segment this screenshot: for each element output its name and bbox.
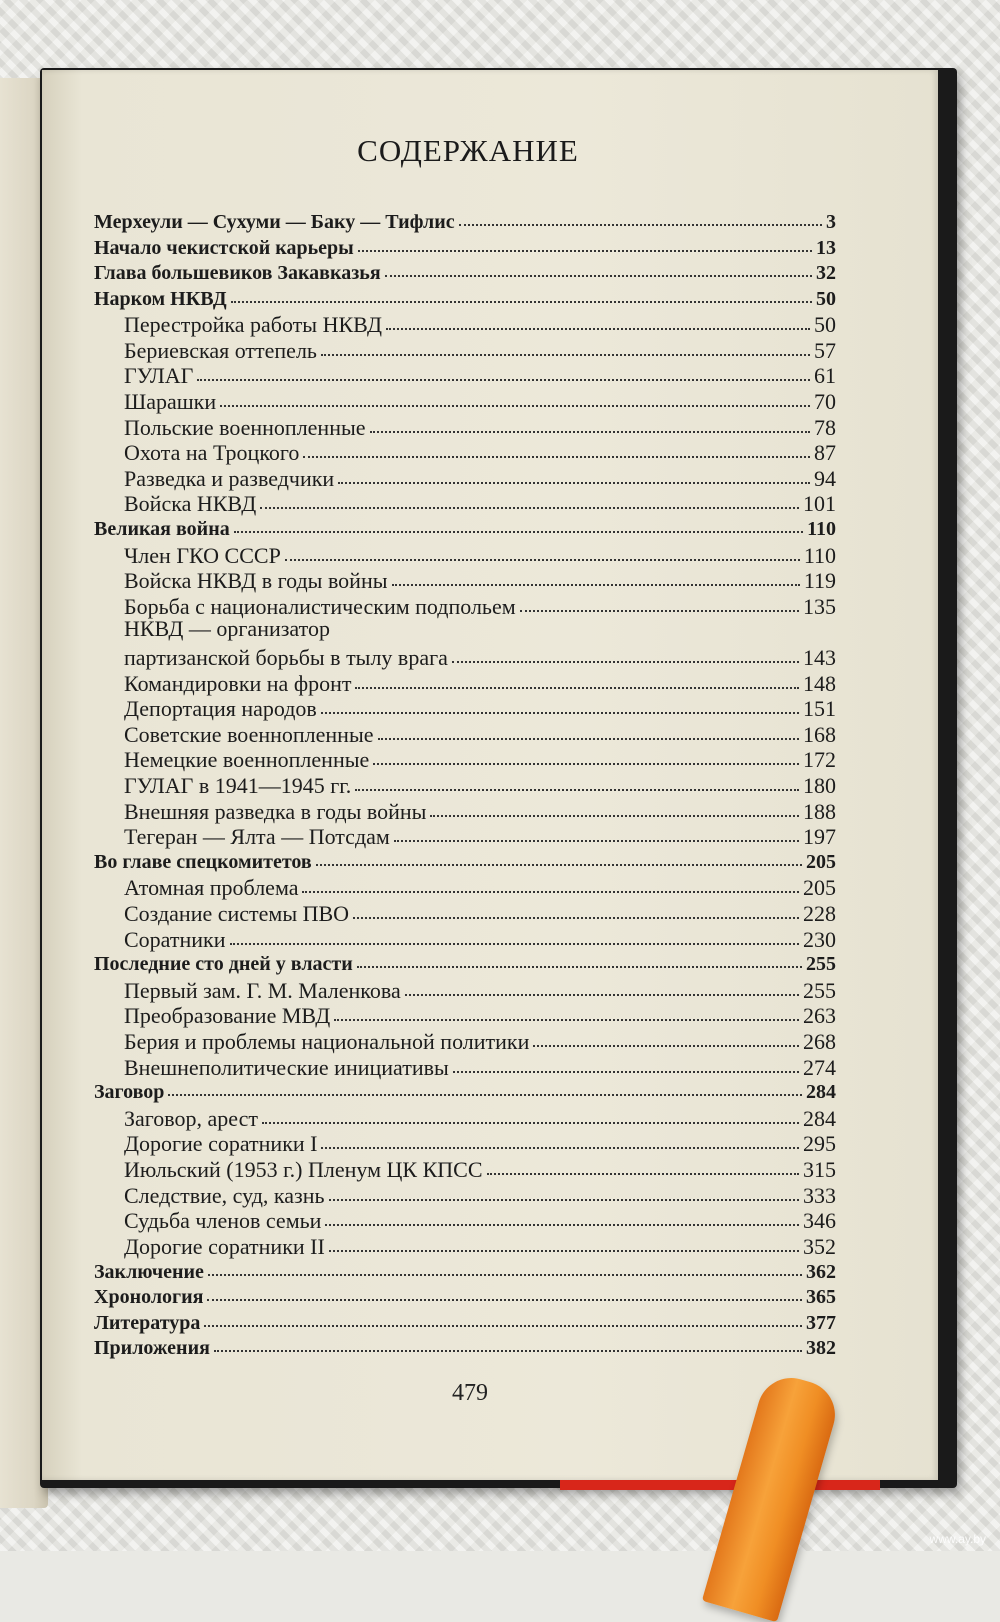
toc-dot-leader bbox=[392, 564, 800, 586]
toc-entry-title: Войска НКВД в годы войны bbox=[124, 568, 388, 594]
toc-entry-page: 168 bbox=[803, 721, 836, 747]
toc-dot-leader bbox=[285, 539, 800, 561]
toc-entry bbox=[124, 899, 836, 925]
toc-dot-leader bbox=[385, 257, 812, 277]
toc-entry bbox=[124, 643, 836, 669]
toc-entry bbox=[124, 387, 836, 413]
toc-entry-title: Создание системы ПВО bbox=[124, 900, 350, 926]
toc-entry-title: Соратники bbox=[124, 926, 226, 952]
toc-entry bbox=[94, 950, 836, 974]
toc-entry-page: 346 bbox=[803, 1208, 836, 1234]
toc-entry-page: 3 bbox=[826, 211, 836, 233]
toc-entry-title: Хронология bbox=[94, 1286, 204, 1309]
toc-entry bbox=[124, 1130, 836, 1156]
toc-entry-title: Глава большевиков Закавказья bbox=[94, 262, 381, 285]
toc-entry-title: Борьба с националистическим подпольем bbox=[124, 593, 516, 619]
toc-entry bbox=[124, 1232, 836, 1258]
toc-entry bbox=[124, 694, 836, 720]
toc-entry bbox=[124, 925, 836, 951]
toc-entry-title: Охота на Троцкого bbox=[124, 440, 300, 466]
toc-dot-leader bbox=[303, 436, 810, 458]
toc-dot-leader bbox=[321, 692, 799, 714]
toc-entry bbox=[124, 1027, 836, 1053]
toc-entry bbox=[124, 464, 836, 490]
toc-entry-title: Внешнеполитические инициативы bbox=[124, 1054, 449, 1080]
toc-entry-title: Судьба членов семьи bbox=[124, 1208, 322, 1234]
toc-entry-page: 57 bbox=[814, 337, 836, 363]
toc-dot-leader bbox=[325, 1204, 799, 1226]
toc-entry bbox=[124, 592, 836, 618]
toc-dot-leader bbox=[262, 1102, 799, 1124]
toc-entry bbox=[124, 1104, 836, 1130]
toc-entry-page: 365 bbox=[806, 1286, 836, 1309]
toc-entry bbox=[94, 285, 836, 309]
toc-dot-leader bbox=[353, 897, 799, 919]
toc-entry-page: 352 bbox=[803, 1233, 836, 1259]
page-title: СОДЕРЖАНИЕ bbox=[357, 133, 579, 168]
toc-entry-page: 13 bbox=[816, 236, 836, 259]
toc-dot-leader bbox=[487, 1153, 800, 1175]
toc-entry-title: Мерхеули — Сухуми — Баку — Тифлис bbox=[94, 211, 455, 233]
toc-dot-leader bbox=[338, 462, 810, 484]
toc-entry-title: Внешняя разведка в годы войны bbox=[124, 798, 427, 824]
toc-entry-page: 263 bbox=[803, 1003, 836, 1029]
toc-entry-page: 61 bbox=[814, 363, 836, 389]
toc-entry bbox=[94, 208, 836, 232]
toc-entry-title: Член ГКО СССР bbox=[124, 542, 281, 568]
toc-entry-title: Перестройка работы НКВД bbox=[124, 312, 382, 338]
toc-entry-page: 228 bbox=[803, 900, 836, 926]
toc-entry bbox=[124, 1002, 836, 1028]
toc-dot-leader bbox=[355, 667, 799, 689]
toc-dot-leader bbox=[533, 1025, 799, 1047]
toc-entry-page: 284 bbox=[803, 1105, 836, 1131]
toc-entry-page: 362 bbox=[806, 1260, 836, 1283]
toc-entry-page: 188 bbox=[803, 798, 836, 824]
toc-dot-leader bbox=[168, 1076, 802, 1096]
toc-entry bbox=[94, 1258, 836, 1282]
toc-entry-page: 151 bbox=[803, 696, 836, 722]
toc-entry-title: Разведка и разведчики bbox=[124, 465, 335, 491]
toc-entry-page: 87 bbox=[814, 440, 836, 466]
toc-entry bbox=[124, 669, 836, 695]
toc-dot-leader bbox=[459, 206, 822, 226]
toc-entry bbox=[124, 874, 836, 900]
toc-dot-leader bbox=[329, 1179, 799, 1201]
toc-entry-title: Заговор bbox=[94, 1081, 165, 1104]
toc-entry bbox=[124, 615, 836, 641]
toc-dot-leader bbox=[321, 1128, 799, 1150]
toc-entry bbox=[94, 1309, 836, 1333]
toc-entry-title: Июльский (1953 г.) Пленум ЦК КПСС bbox=[124, 1156, 483, 1182]
toc-entry bbox=[124, 771, 836, 797]
toc-entry bbox=[124, 490, 836, 516]
toc-entry-page: 119 bbox=[803, 568, 836, 594]
toc-dot-leader bbox=[321, 334, 810, 356]
watermark: www.ay.by bbox=[929, 1532, 986, 1546]
toc-entry bbox=[94, 848, 836, 872]
toc-entry-page: 135 bbox=[803, 593, 836, 619]
toc-dot-leader bbox=[355, 769, 799, 791]
toc-entry-page: 230 bbox=[803, 926, 836, 952]
toc-entry-title: Атомная проблема bbox=[124, 875, 299, 901]
toc-entry-page: 382 bbox=[806, 1337, 836, 1360]
toc-dot-leader bbox=[204, 1307, 802, 1327]
toc-dot-leader bbox=[394, 820, 799, 842]
toc-entry bbox=[124, 822, 836, 848]
toc-dot-leader bbox=[231, 283, 812, 303]
toc-entry-page: 50 bbox=[814, 312, 836, 338]
toc-entry-title: Советские военнопленные bbox=[124, 721, 374, 747]
toc-entry-title: Бериевская оттепель bbox=[124, 337, 317, 363]
toc-entry-page: 255 bbox=[806, 953, 836, 976]
toc-dot-leader bbox=[358, 232, 812, 252]
toc-entry bbox=[124, 1155, 836, 1181]
toc-entry bbox=[124, 976, 836, 1002]
toc-entry-title: ГУЛАГ в 1941—1945 гг. bbox=[124, 772, 352, 798]
toc-entry bbox=[94, 1334, 836, 1358]
toc-dot-leader bbox=[453, 1051, 799, 1073]
toc-entry-page: 172 bbox=[803, 747, 836, 773]
toc-entry-page: 32 bbox=[816, 262, 836, 285]
toc-entry-page: 295 bbox=[803, 1131, 836, 1157]
toc-entry-page: 205 bbox=[803, 875, 836, 901]
toc-entry-page: 143 bbox=[803, 644, 836, 670]
toc-entry-page: 205 bbox=[806, 851, 836, 873]
toc-dot-leader bbox=[373, 744, 799, 766]
toc-entry-title: Командировки на фронт bbox=[124, 670, 352, 696]
toc-entry-title: Шарашки bbox=[124, 388, 217, 414]
toc-dot-leader bbox=[207, 1281, 802, 1301]
toc-dot-leader bbox=[197, 360, 810, 382]
toc-dot-leader bbox=[386, 308, 810, 330]
toc-entry-page: 101 bbox=[803, 491, 836, 517]
toc-dot-leader bbox=[370, 411, 810, 433]
toc-entry-page: 110 bbox=[803, 542, 836, 568]
toc-entry-page: 70 bbox=[814, 388, 836, 414]
toc-dot-leader bbox=[234, 513, 803, 533]
toc-entry bbox=[124, 1206, 836, 1232]
toc-entry bbox=[124, 541, 836, 567]
toc-entry-title: Начало чекистской карьеры bbox=[94, 236, 354, 259]
toc-entry bbox=[124, 1053, 836, 1079]
toc-entry bbox=[94, 234, 836, 258]
toc-dot-leader bbox=[214, 1332, 802, 1352]
toc-dot-leader bbox=[520, 590, 799, 612]
toc-entry bbox=[124, 1181, 836, 1207]
toc-entry-title: Немецкие военнопленные bbox=[124, 747, 370, 773]
toc-entry-title: Нарком НКВД bbox=[94, 287, 227, 310]
toc-entry-page: 94 bbox=[814, 465, 836, 491]
toc-entry-page: 268 bbox=[803, 1028, 836, 1054]
toc-entry-title: Преобразование МВД bbox=[124, 1003, 331, 1029]
toc-entry-title: Тегеран — Ялта — Потсдам bbox=[124, 824, 390, 850]
toc-entry bbox=[124, 797, 836, 823]
toc-dot-leader bbox=[430, 795, 799, 817]
toc-dot-leader bbox=[378, 718, 800, 740]
toc-entry-page: 333 bbox=[803, 1182, 836, 1208]
toc-entry-page: 284 bbox=[806, 1081, 836, 1104]
toc-entry-page: 255 bbox=[803, 977, 836, 1003]
toc-dot-leader bbox=[220, 385, 810, 407]
toc-entry-page: 110 bbox=[807, 518, 836, 541]
toc-entry bbox=[124, 720, 836, 746]
toc-entry-title: Первый зам. Г. М. Маленкова bbox=[124, 977, 401, 1003]
toc-entry bbox=[94, 515, 836, 539]
toc-dot-leader bbox=[334, 1000, 799, 1022]
toc-entry bbox=[124, 438, 836, 464]
toc-entry-page: 180 bbox=[803, 772, 836, 798]
toc-dot-leader bbox=[316, 846, 802, 866]
toc-entry-title: Последние сто дней у власти bbox=[94, 953, 353, 976]
toc-dot-leader bbox=[260, 488, 799, 510]
toc-entry-title: Приложения bbox=[94, 1337, 210, 1360]
toc-entry-page: 377 bbox=[806, 1311, 836, 1334]
toc-entry bbox=[124, 336, 836, 362]
toc-entry bbox=[94, 1078, 836, 1102]
toc-entry bbox=[124, 413, 836, 439]
toc-entry bbox=[124, 310, 836, 336]
toc-entry-page: 78 bbox=[814, 414, 836, 440]
toc-entry bbox=[94, 259, 836, 283]
toc-dot-leader bbox=[302, 872, 799, 894]
toc-entry-page: 274 bbox=[803, 1054, 836, 1080]
toc-entry-page: 148 bbox=[803, 670, 836, 696]
toc-dot-leader bbox=[357, 948, 802, 968]
toc-entry-title: Депортация народов bbox=[124, 696, 317, 722]
toc-entry-page: 197 bbox=[803, 824, 836, 850]
toc-entry-title: Во главе спецкомитетов bbox=[94, 851, 312, 873]
toc-entry-page: 50 bbox=[816, 287, 836, 310]
toc-entry bbox=[124, 362, 836, 388]
toc-entry-title: НКВД — организатор bbox=[124, 615, 330, 641]
toc-dot-leader bbox=[329, 1230, 799, 1252]
toc-entry bbox=[94, 1283, 836, 1307]
toc-entry-title: Заговор, арест bbox=[124, 1105, 258, 1131]
toc-entry bbox=[124, 746, 836, 772]
toc-dot-leader bbox=[405, 974, 799, 996]
toc-entry-title: Великая война bbox=[94, 518, 230, 541]
toc-entry-title: Дорогие соратники I bbox=[124, 1131, 318, 1157]
toc-entry-title: Берия и проблемы национальной политики bbox=[124, 1028, 530, 1054]
toc-dot-leader bbox=[230, 923, 800, 945]
page-number: 479 bbox=[452, 1380, 488, 1406]
toc-dot-leader bbox=[208, 1256, 802, 1276]
toc-entry-title: Войска НКВД bbox=[124, 491, 257, 517]
toc-entry-title: Следствие, суд, казнь bbox=[124, 1182, 325, 1208]
toc-entry-title: Польские военнопленные bbox=[124, 414, 366, 440]
toc-entry-title: Литература bbox=[94, 1311, 201, 1334]
toc-entry-title: Дорогие соратники II bbox=[124, 1233, 325, 1259]
toc-dot-leader bbox=[452, 641, 799, 663]
toc-entry-page: 315 bbox=[803, 1156, 836, 1182]
toc-entry-title: партизанской борьбы в тылу врага bbox=[124, 644, 448, 670]
toc-entry-title: Заключение bbox=[94, 1260, 204, 1283]
toc-entry-title: ГУЛАГ bbox=[124, 363, 194, 389]
toc-entry bbox=[124, 566, 836, 592]
